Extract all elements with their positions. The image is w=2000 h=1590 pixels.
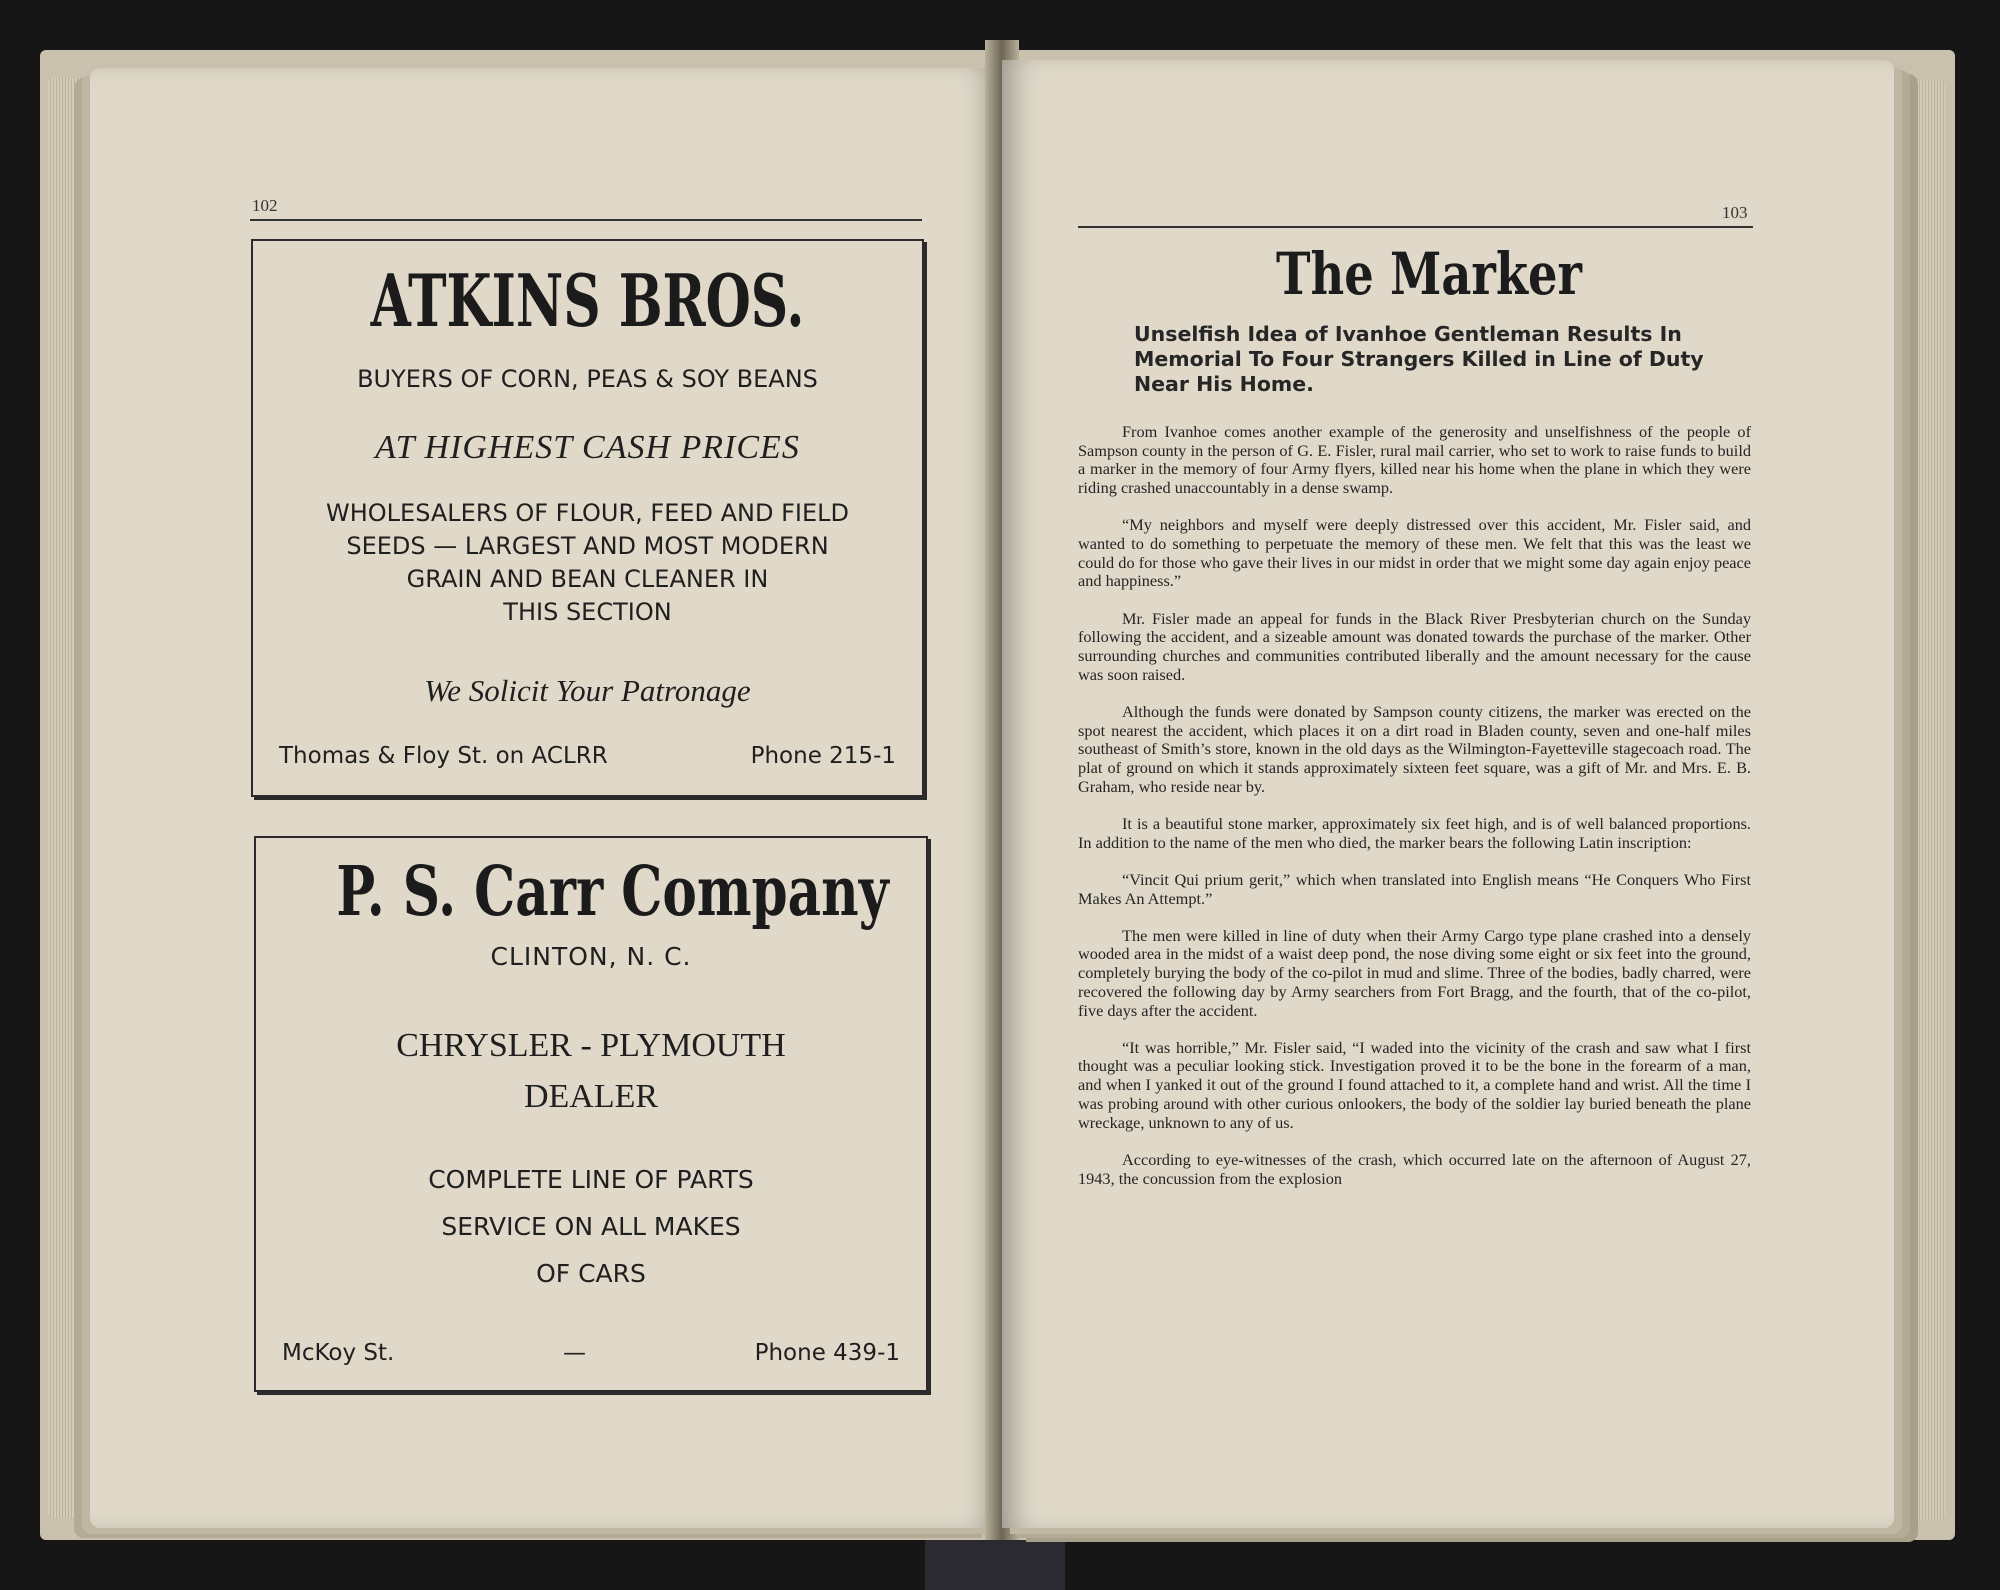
ad-wholesale-line: WHOLESALERS OF FLOUR, FEED AND FIELD	[325, 499, 850, 527]
ad-business-name: ATKINS BROS.	[370, 258, 805, 343]
ad-service-line: COMPLETE LINE OF PARTS	[428, 1165, 754, 1194]
article-subtitle: Unselfish Idea of Ivanhoe Gentleman Results In Memorial To Four Strangers Killed in Line of Duty Near His Home.	[1134, 322, 1704, 396]
ad-wholesale-line: THIS SECTION	[503, 598, 672, 626]
book-spine-strip	[925, 1540, 1065, 1590]
article-paragraph: “Vincit Qui prium gerit,” which when translated into English means “He Conquers Who First Makes An Attempt.”	[1078, 869, 1751, 908]
right-page-number: 103	[1722, 203, 1748, 222]
ad-address: McKoy St.	[282, 1340, 395, 1366]
ad-services-block	[256, 1156, 926, 1297]
ad-buyers-line: BUYERS OF CORN, PEAS & SOY BEANS	[357, 365, 818, 393]
ad-dealer-block	[256, 1020, 926, 1122]
left-header-rule	[250, 219, 922, 221]
article-paragraph: According to eye-witnesses of the crash, which occurred late on the afternoon of August 27, 1943, the concussion from the explosion	[1078, 1149, 1751, 1188]
article-title: The Marker	[1276, 240, 1582, 308]
left-page-edges	[48, 78, 92, 1518]
ps-carr-ad	[254, 836, 928, 1392]
ad-city: CLINTON, N. C.	[490, 942, 692, 971]
article-paragraph: From Ivanhoe comes another example of the generosity and unselfishness of the people of Sampson county in the person of G. E. Fisler, rural mail carrier, who set to work to raise funds to build a marker in the memory of four Army flyers, killed near his home when the plane in which they were riding crashed unaccountably in a dense swamp.	[1078, 422, 1751, 498]
atkins-bros-ad	[251, 239, 924, 797]
ad-wholesale-line: SEEDS — LARGEST AND MOST MODERN	[346, 532, 829, 560]
ad-prices-line: AT HIGHEST CASH PRICES	[375, 429, 800, 466]
right-page-edges	[1893, 80, 1945, 1520]
ad-address: Thomas & Floy St. on ACLRR	[279, 743, 608, 769]
ad-dash: —	[562, 1340, 586, 1366]
ad-dealer-line: CHRYSLER - PLYMOUTH	[396, 1027, 786, 1064]
article-paragraph: It is a beautiful stone marker, approximately six feet high, and is of well balanced proportions. In addition to the name of the men who died, the marker bears the following Latin inscription:	[1078, 813, 1751, 852]
ad-dealer-line: DEALER	[523, 1078, 659, 1115]
ad-wholesale-block	[253, 497, 922, 629]
article-paragraph: “It was horrible,” Mr. Fisler said, “I waded into the vicinity of the crash and saw what I first thought was a peculiar looking stick. Investigation proved it to be the bone in the forearm of a man, and when I yanked it out of the ground I found attached to it, a complete hand and wrist. All the time I was probing around with other curious onlookers, the body of the soldier lay buried beneath the plane wreckage, unknown to any of us.	[1078, 1037, 1751, 1132]
ad-service-line: OF CARS	[536, 1259, 646, 1288]
right-header-rule	[1078, 226, 1753, 228]
ad-phone: Phone 439-1	[754, 1340, 900, 1366]
article-body	[1078, 423, 1751, 1207]
article-paragraph: The men were killed in line of duty when their Army Cargo type plane crashed into a densely wooded area in the midst of a waist deep pond, the nose diving some eight or six feet into the ground, completely burying the body of the co-pilot in mud and slime. Three of the bodies, badly charred, were recovered the following day by Army searchers from Fort Bragg, and the fourth, that of the co-pilot, five days after the accident.	[1078, 925, 1751, 1020]
ad-slogan: We Solicit Your Patronage	[424, 673, 751, 708]
ad-business-name: P. S. Carr Company	[336, 852, 889, 932]
ad-phone: Phone 215-1	[750, 743, 896, 769]
left-page-number: 102	[252, 196, 278, 215]
ad-footer	[282, 1340, 900, 1366]
article-paragraph: “My neighbors and myself were deeply distressed over this accident, Mr. Fisler said, and wanted to do something to perpetuate the memory of these men. We felt that this was the least we could do for those who gave their lives in our midst in order that we might some day again enjoy peace and happiness.”	[1078, 515, 1751, 591]
ad-footer	[279, 743, 896, 769]
article-paragraph: Although the funds were donated by Sampson county citizens, the marker was erected on the spot nearest the accident, which places it on a dirt road in Bladen county, seven and one-half miles southeast of Smith’s store, known in the old days as the Wilmington-Fayetteville stagecoach road. The plat of ground on which it stands approximately sixteen feet square, was a gift of Mr. and Mrs. E. B. Graham, who reside near by.	[1078, 701, 1751, 796]
ad-wholesale-line: GRAIN AND BEAN CLEANER IN	[406, 565, 769, 593]
ad-service-line: SERVICE ON ALL MAKES	[441, 1212, 741, 1241]
article-paragraph: Mr. Fisler made an appeal for funds in the Black River Presbyterian church on the Sunday following the accident, and a sizeable amount was donated towards the purchase of the marker. Other surrounding churches and communities contributed liberally and the amount necessary for the cause was soon raised.	[1078, 608, 1751, 684]
